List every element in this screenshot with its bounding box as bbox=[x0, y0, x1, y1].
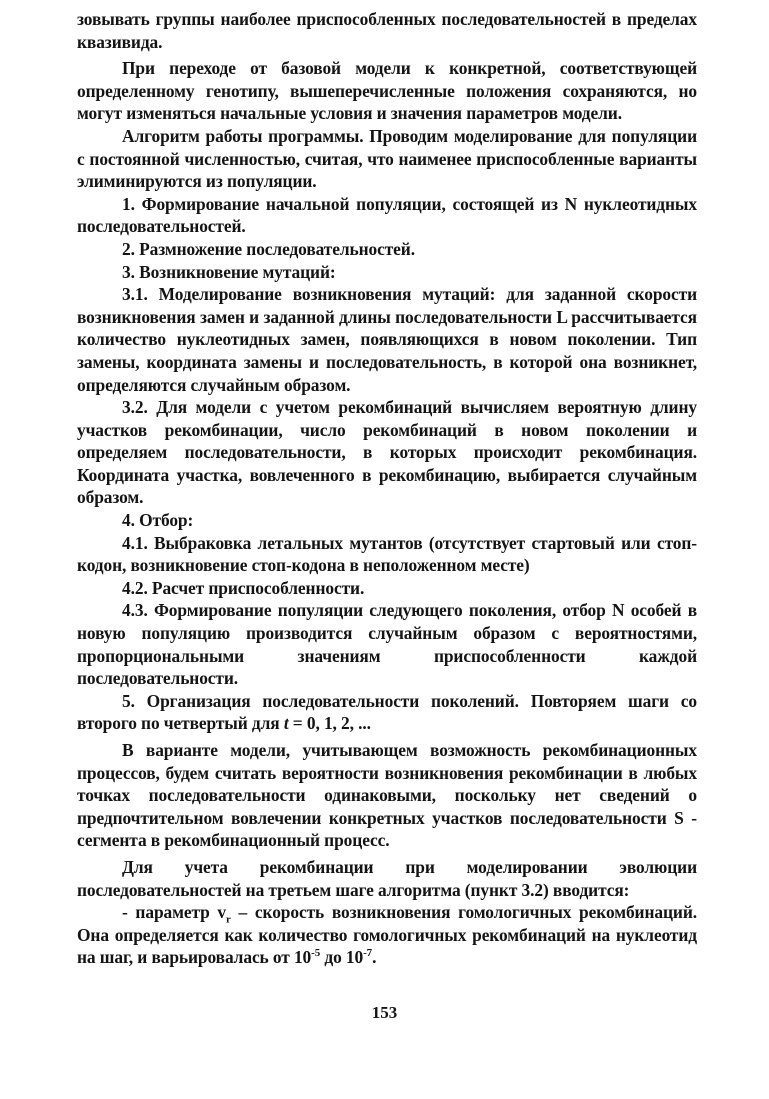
parameter-description: – скорость возникновения гомологичных рекомбинаций. Она определяется как количество гомологичных рекомбинаций на нуклеотид на шаг, и варьировалась от 10 bbox=[77, 902, 697, 968]
parameter-range-to: до 10 bbox=[320, 947, 364, 968]
step-3: 3. Возникновение мутаций: bbox=[122, 261, 336, 282]
paragraph-recombination-accounting: Для учета рекомбинации при моделировании эволюции последовательностей на третьем шаге алгоритма (пункт 3.2) вводится: bbox=[77, 856, 697, 900]
algorithm-heading: Алгоритм работы программы. bbox=[122, 125, 364, 146]
step-4-1: 4.1. Выбраковка летальных мутантов (отсутствует стартовый или стоп-кодон, возникновение стоп-кодона в неположенном месте) bbox=[77, 532, 697, 576]
step-5 bbox=[77, 690, 697, 735]
paragraph-algorithm bbox=[77, 125, 697, 193]
step-4-3: 4.3. Формирование популяции следующего поколения, отбор N особей в новую популяцию производится случайным образом с вероятностями, пропорциональными значениям приспособленности каждой последовательности. bbox=[77, 600, 697, 689]
body-text bbox=[77, 8, 697, 969]
step-4-2: 4.2. Расчет приспособленности. bbox=[122, 577, 365, 598]
paragraph-parameter-vr bbox=[77, 901, 697, 969]
parameter-end: . bbox=[372, 947, 377, 968]
step-3-1: 3.1. Моделирование возникновения мутаций: для заданной скорости возникновения замен и заданной длины последовательности L рассчитывается количество нуклеотидных замен, появляющихся в новом поколении. Тип замены, координата замены и последовательность, в которой она возникнет, определяются случайным образом. bbox=[77, 284, 697, 395]
step-3-2: 3.2. Для модели с учетом рекомбинаций вычисляем вероятную длину участков рекомбинации, число рекомбинаций в новом поколении и определяем последовательности, в которых происходит рекомбинация. Координата участка, вовлеченного в рекомбинацию, выбирается случайным образом. bbox=[77, 397, 697, 508]
paragraph-recombination-variant: В варианте модели, учитывающем возможность рекомбинационных процессов, будем считать вероятности возникновения рекомбинации в любых точках последовательности одинаковыми, поскольку нет сведений о предпочтительном вовлечении конкретных участков последовательности S - сегмента в рекомбинационный процесс. bbox=[77, 740, 697, 851]
variable-t: t bbox=[283, 713, 289, 734]
step-1: 1. Формирование начальной популяции, состоящей из N нуклеотидных последовательностей. bbox=[77, 193, 697, 237]
step-5-text: 5. Организация последовательности поколений. Повторяем шаги со второго по четвертый для bbox=[77, 690, 697, 734]
step-2: 2. Размножение последовательностей. bbox=[122, 238, 415, 259]
step-5-values: = 0, 1, 2, ... bbox=[288, 713, 371, 734]
algorithm-intro: Проводим моделирование для популяции с постоянной численностью, считая, что наименее приспособленные варианты элиминируются из популяции. bbox=[77, 125, 697, 192]
exponent-minus-7: -7 bbox=[363, 947, 373, 960]
exponent-minus-5: -5 bbox=[311, 947, 321, 960]
page-number: 153 bbox=[371, 1003, 398, 1022]
subscript-r: r bbox=[226, 913, 231, 926]
step-4: 4. Отбор: bbox=[122, 510, 194, 531]
parameter-text: - параметр v bbox=[122, 902, 227, 923]
paragraph-continuation: зовывать группы наиболее приспособленных последовательностей в пределах квазивида. bbox=[77, 9, 697, 52]
paragraph-base-model: При переходе от базовой модели к конкретной, соответствующей определенному генотипу, вышеперечисленные положения сохраняются, но могут изменяться начальные условия и значения параметров модели. bbox=[77, 58, 697, 124]
